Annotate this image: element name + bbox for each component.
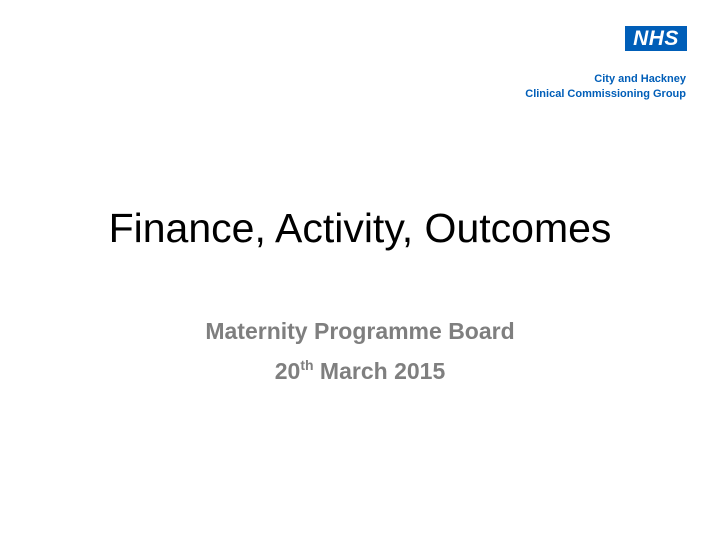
nhs-logo-text: NHS <box>633 27 679 50</box>
org-name <box>525 72 686 102</box>
date-suffix: th <box>300 357 314 373</box>
date-day: 20 <box>274 358 301 384</box>
nhs-logo <box>625 26 687 51</box>
subtitle-date <box>0 351 720 391</box>
org-name-line2: Clinical Commissioning Group <box>525 88 686 100</box>
slide-subtitle <box>0 311 720 391</box>
subtitle-board-name: Maternity Programme Board <box>205 318 515 344</box>
date-month-year: March 2015 <box>313 358 446 384</box>
slide-title: Finance, Activity, Outcomes <box>108 205 612 251</box>
org-name-line1: City and Hackney <box>594 73 686 85</box>
